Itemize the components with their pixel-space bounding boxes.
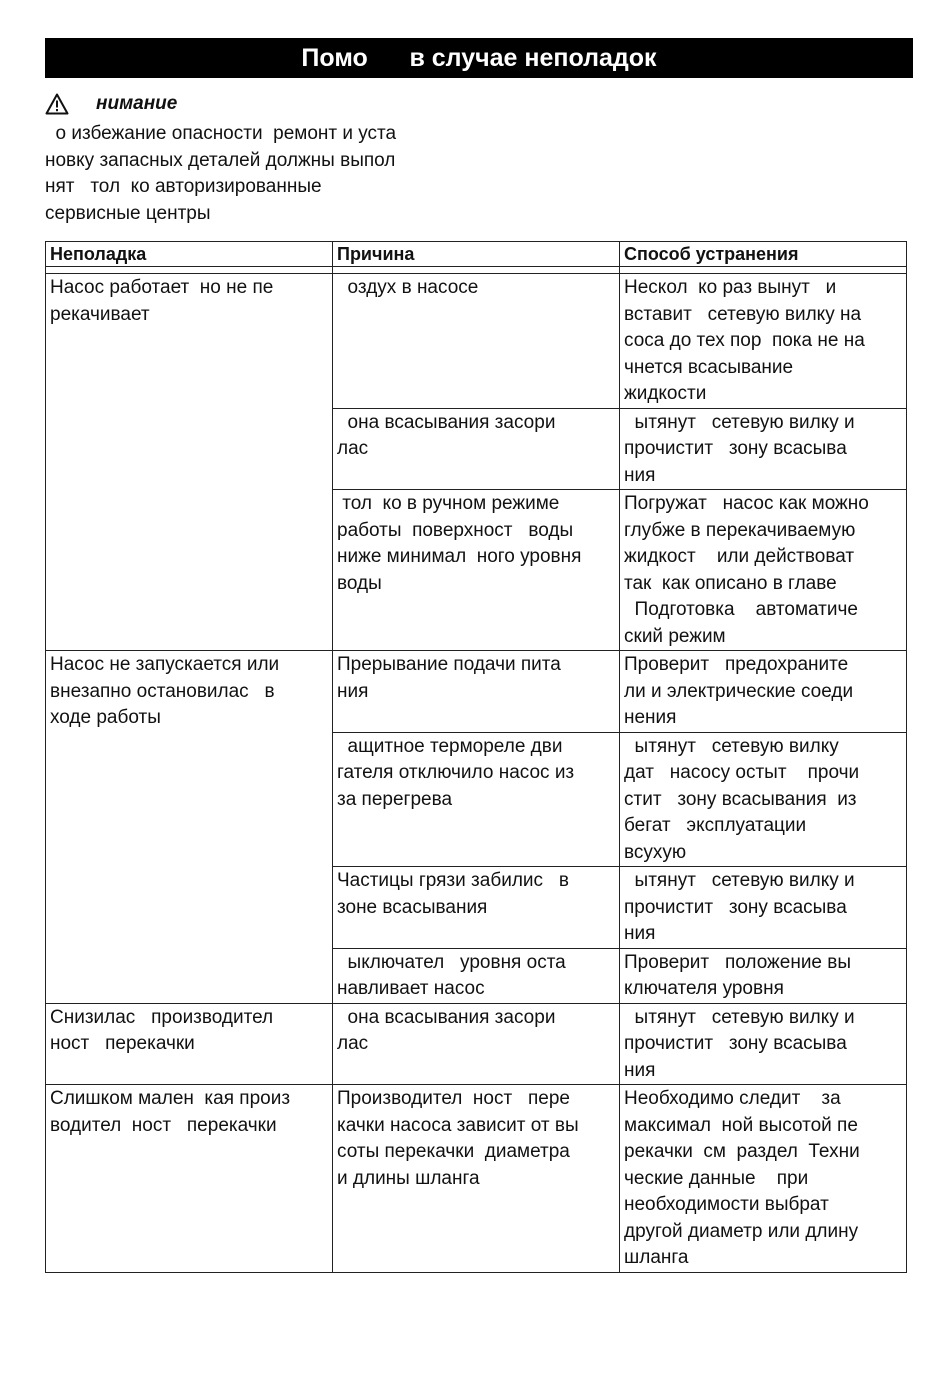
remedy-text (624, 733, 902, 867)
cause-line: ащитное термореле дви (337, 735, 563, 757)
warning-line: сервисные центры (45, 202, 211, 224)
problem-line: внезапно остановилас в (50, 680, 275, 702)
remedy-line: прочистит зону всасыва (624, 896, 847, 918)
cause-cell (333, 1085, 620, 1273)
cause-text (337, 949, 615, 1003)
remedy-line: другой диаметр или длину (624, 1220, 859, 1242)
remedy-cell (620, 651, 907, 733)
remedy-line: шланга (624, 1247, 689, 1268)
remedy-line: ния (624, 1059, 656, 1081)
column-header-problem: Неполадка (46, 242, 333, 267)
remedy-line: ытянут сетевую вилку и (624, 411, 855, 433)
cause-text (337, 274, 615, 302)
warning-line: новку запасных деталей должны выпол (45, 149, 396, 171)
remedy-line: вставит сетевую вилку на (624, 303, 862, 325)
problem-line: водител ност перекачки (50, 1114, 277, 1136)
remedy-line: максимал ной высотой пе (624, 1114, 858, 1136)
remedy-line: Проверит предохраните (624, 654, 849, 675)
cause-line: она всасывания засори (337, 411, 556, 433)
problem-cell (46, 1003, 333, 1085)
gap-cell (46, 267, 333, 274)
problem-line: ходе работы (50, 707, 161, 728)
warning-line: нят тол ко авторизированные (45, 176, 322, 197)
remedy-cell (620, 732, 907, 867)
table-row (46, 651, 907, 733)
cause-line: за перегрева (337, 788, 453, 810)
table-row (46, 1085, 907, 1273)
remedy-text (624, 651, 902, 732)
cause-text (337, 490, 615, 597)
problem-line: Слишком мален кая произ (50, 1088, 291, 1109)
remedy-text (624, 490, 902, 650)
remedy-line: ытянут сетевую вилку (624, 735, 839, 757)
remedy-line: ытянут сетевую вилку и (624, 1006, 855, 1028)
gap-cell (620, 267, 907, 274)
problem-line: Снизилас производител (50, 1006, 274, 1028)
cause-cell (333, 732, 620, 867)
warning-text (45, 121, 465, 227)
problem-line: Насос работает но не пе (50, 277, 274, 298)
cause-line: Прерывание подачи пита (337, 654, 561, 675)
cause-line: лас (337, 1033, 369, 1054)
cause-line: воды (337, 572, 382, 594)
page-title: Помо в случае неполадок (45, 38, 913, 78)
remedy-text (624, 867, 902, 948)
remedy-line: прочистит зону всасыва (624, 438, 847, 459)
remedy-cell (620, 1085, 907, 1273)
cause-cell (333, 490, 620, 651)
remedy-line: ческие данные при (624, 1167, 809, 1189)
cause-text (337, 867, 615, 921)
cause-text (337, 409, 615, 463)
cause-line: ния (337, 680, 369, 702)
remedy-cell (620, 490, 907, 651)
cause-line: оздух в насосе (337, 277, 479, 298)
cause-cell (333, 274, 620, 409)
cause-text (337, 1085, 615, 1192)
cause-line: соты перекачки диаметра (337, 1141, 570, 1162)
remedy-line: ытянут сетевую вилку и (624, 870, 855, 891)
cause-line: она всасывания засори (337, 1006, 556, 1028)
remedy-text (624, 1085, 902, 1272)
remedy-cell (620, 948, 907, 1003)
column-header-remedy: Способ устранения (620, 242, 907, 267)
cause-line: лас (337, 438, 369, 459)
remedy-line: рекачки см раздел Техни (624, 1141, 860, 1162)
remedy-text (624, 949, 902, 1003)
gap-cell (333, 267, 620, 274)
cause-text (337, 651, 615, 705)
cause-line: работы поверхност воды (337, 519, 574, 541)
table-row (46, 1003, 907, 1085)
problem-cell (46, 651, 333, 1004)
remedy-cell (620, 867, 907, 949)
remedy-line: Проверит положение вы (624, 951, 852, 973)
table-header-gap (46, 267, 907, 274)
cause-cell (333, 867, 620, 949)
remedy-line: Нескол ко раз вынут и (624, 277, 837, 298)
problem-text (50, 1004, 328, 1058)
problem-text (50, 651, 328, 732)
table-row (46, 274, 907, 409)
column-header-cause: Причина (333, 242, 620, 267)
cause-cell (333, 948, 620, 1003)
problem-line: ност перекачки (50, 1033, 195, 1054)
remedy-line: ли и электрические соеди (624, 680, 854, 702)
cause-line: зоне всасывания (337, 896, 488, 918)
problem-text (50, 1085, 328, 1139)
remedy-text (624, 409, 902, 490)
remedy-line: бегат эксплуатации (624, 815, 807, 836)
remedy-line: глубже в перекачиваемую (624, 519, 856, 541)
remedy-line: соса до тех пор пока не на (624, 330, 865, 351)
warning-line: о избежание опасности ремонт и уста (45, 123, 397, 144)
cause-line: и длины шланга (337, 1167, 480, 1189)
remedy-line: нения (624, 707, 677, 728)
cause-line: ыключател уровня оста (337, 951, 566, 973)
remedy-line: прочистит зону всасыва (624, 1033, 847, 1054)
remedy-line: так как описано в главе (624, 572, 837, 594)
warning-triangle-icon (45, 93, 69, 115)
remedy-line: ключателя уровня (624, 978, 784, 999)
problem-line: Насос не запускается или (50, 654, 280, 675)
warning-block (45, 91, 465, 227)
cause-text (337, 1004, 615, 1058)
remedy-line: всухую (624, 841, 687, 863)
table-header-row (46, 242, 907, 267)
remedy-cell (620, 408, 907, 490)
cause-cell (333, 408, 620, 490)
cause-line: тол ко в ручном режиме (337, 493, 560, 514)
cause-line: гателя отключило насос из (337, 762, 575, 783)
problem-cell (46, 274, 333, 651)
cause-line: навливает насос (337, 978, 485, 999)
warning-title: нимание (96, 93, 178, 114)
remedy-line: Подготовка автоматиче (624, 599, 858, 620)
cause-cell (333, 651, 620, 733)
remedy-text (624, 274, 902, 408)
cause-line: Производител ност пере (337, 1088, 571, 1109)
remedy-line: стит зону всасывания из (624, 788, 857, 810)
remedy-line: чнется всасывание (624, 356, 794, 378)
remedy-line: жидкост или действоват (624, 546, 855, 567)
troubleshooting-table (45, 241, 907, 1273)
cause-line: ниже минимал ного уровня (337, 546, 582, 567)
problem-cell (46, 1085, 333, 1273)
remedy-cell (620, 274, 907, 409)
remedy-text (624, 1004, 902, 1085)
remedy-line: ния (624, 923, 656, 944)
warning-header (45, 91, 465, 117)
problem-line: рекачивает (50, 303, 150, 325)
remedy-line: необходимости выбрат (624, 1194, 829, 1215)
cause-line: Частицы грязи забилис в (337, 870, 569, 891)
problem-text (50, 274, 328, 328)
remedy-cell (620, 1003, 907, 1085)
cause-text (337, 733, 615, 814)
remedy-line: Погружат насос как можно (624, 493, 869, 514)
cause-line: качки насоса зависит от вы (337, 1114, 579, 1136)
remedy-line: ский режим (624, 625, 726, 647)
remedy-line: Необходимо следит за (624, 1088, 841, 1109)
remedy-line: ния (624, 464, 656, 486)
remedy-line: жидкости (624, 383, 707, 404)
remedy-line: дат насосу остыт прочи (624, 762, 860, 783)
cause-cell (333, 1003, 620, 1085)
